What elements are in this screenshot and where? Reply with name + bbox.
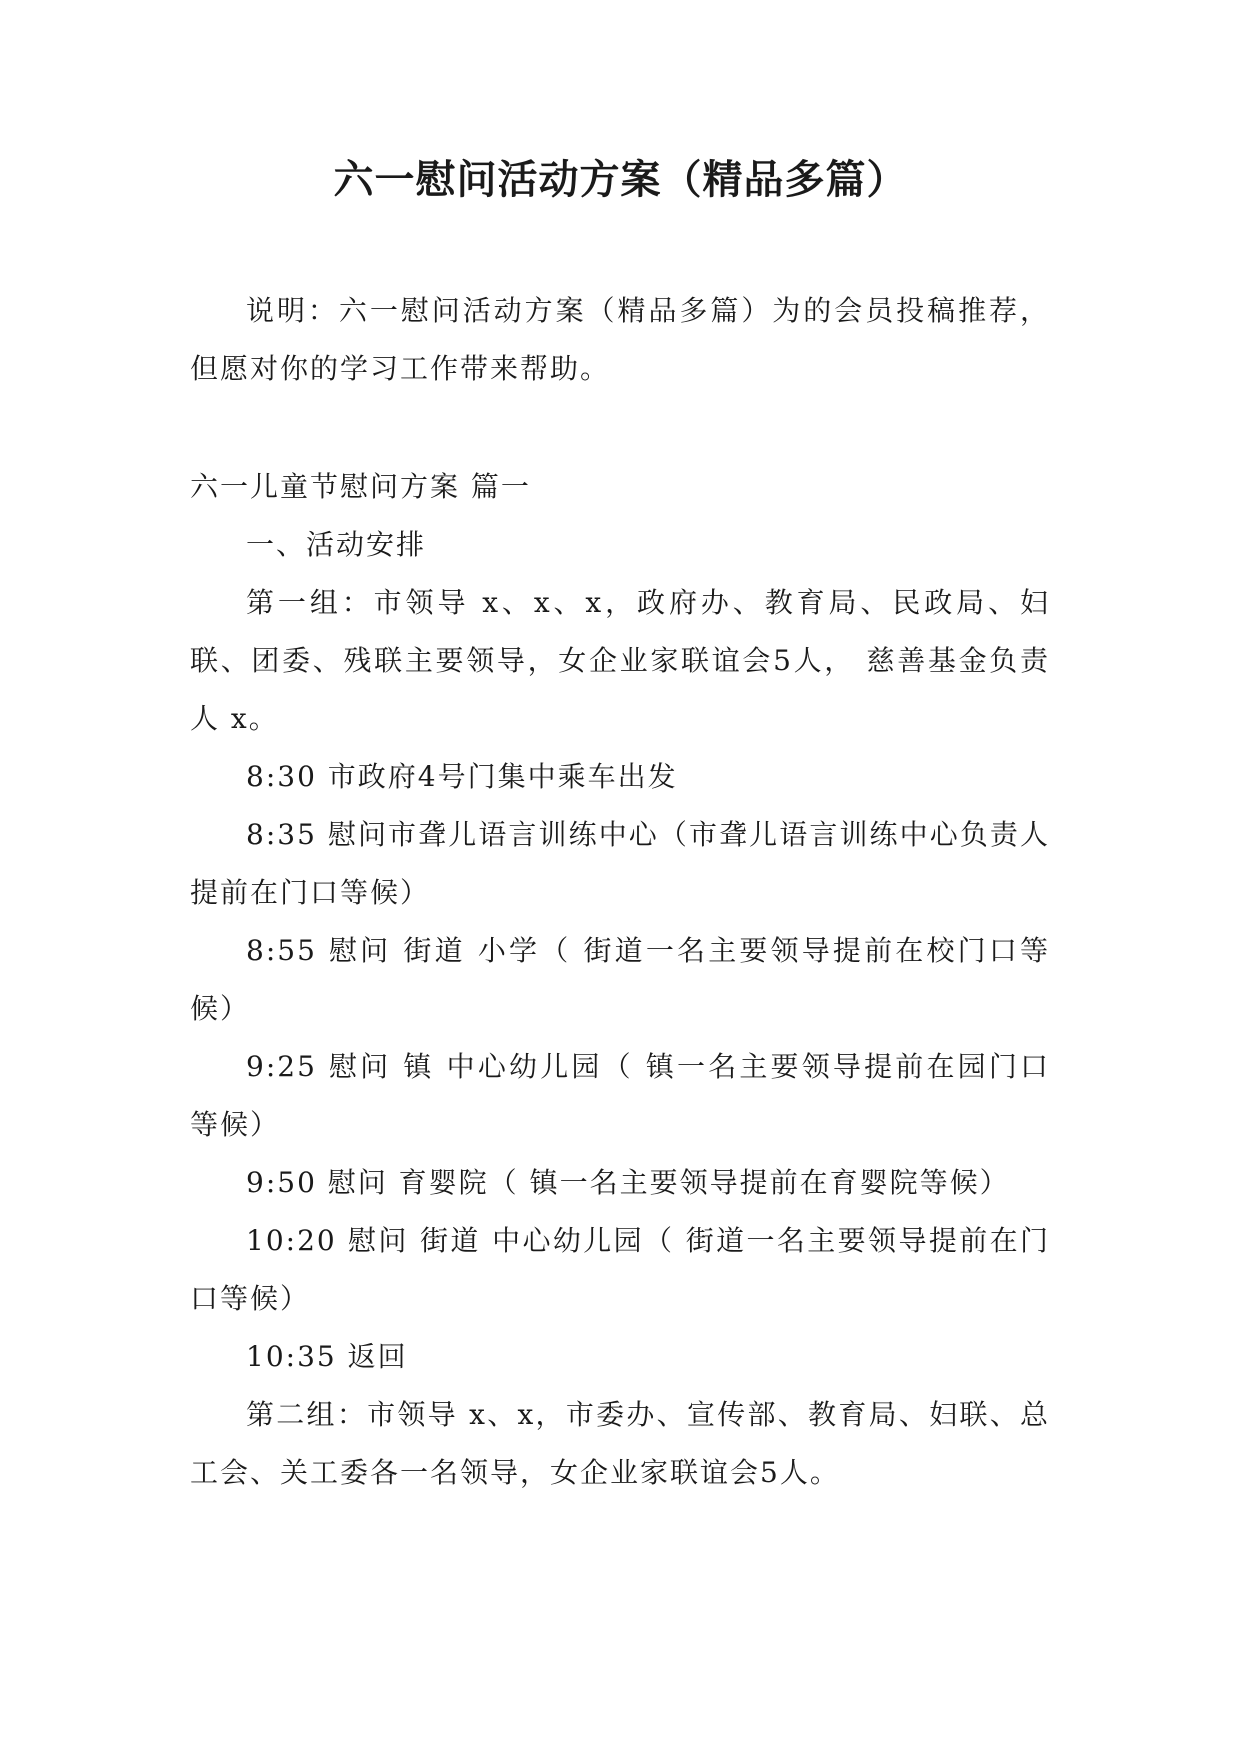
section-heading: 六一儿童节慰问方案 篇一 bbox=[190, 470, 531, 503]
intro-paragraph: 说明：六一慰问活动方案（精品多篇）为的会员投稿推荐，但愿对你的学习工作带来帮助。 bbox=[190, 294, 1050, 385]
intro-block bbox=[190, 282, 1050, 398]
paragraph-schedule-1035: 10:35 返回 bbox=[246, 1340, 408, 1373]
paragraph-schedule-0950: 9:50 慰问 育婴院（ 镇一名主要领导提前在育婴院等候） bbox=[246, 1166, 1010, 1199]
paragraph-group-two: 第二组：市领导 x、x，市委办、宣传部、教育局、妇联、总工会、关工委各一名领导，女企业家联谊会5人。 bbox=[190, 1398, 1050, 1489]
paragraph-group-one: 第一组：市领导 x、x、x，政府办、教育局、民政局、妇联、团委、残联主要领导，女企业家联谊会5人， 慈善基金负责人 x。 bbox=[190, 586, 1050, 735]
document-title: 六一慰问活动方案（精品多篇） bbox=[333, 157, 908, 203]
paragraph-schedule-0925: 9:25 慰问 镇 中心幼儿园（ 镇一名主要领导提前在园门口等候） bbox=[190, 1050, 1050, 1141]
paragraph-schedule-1020: 10:20 慰问 街道 中心幼儿园（ 街道一名主要领导提前在门口等候） bbox=[190, 1224, 1050, 1315]
paragraph-activity-arrangement: 一、活动安排 bbox=[246, 528, 427, 561]
paragraph-schedule-0830: 8:30 市政府4号门集中乘车出发 bbox=[246, 760, 678, 793]
paragraph-schedule-0835: 8:35 慰问市聋儿语言训练中心（市聋儿语言训练中心负责人提前在门口等候） bbox=[190, 818, 1050, 909]
main-content bbox=[190, 458, 1050, 1502]
paragraph-schedule-0855: 8:55 慰问 街道 小学（ 街道一名主要领导提前在校门口等候） bbox=[190, 934, 1050, 1025]
